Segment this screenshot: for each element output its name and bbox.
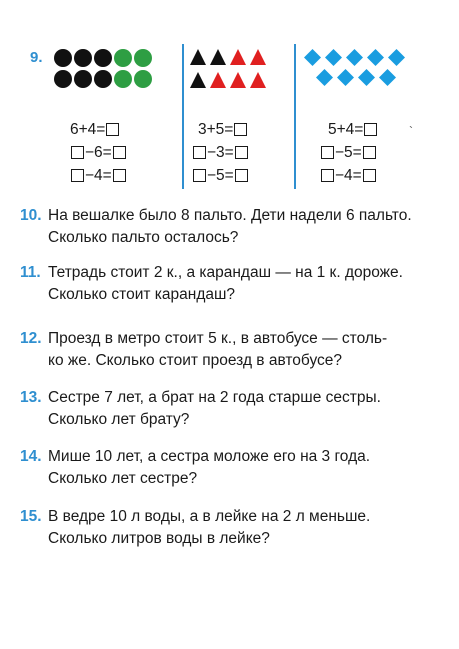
equation-row xyxy=(320,141,378,164)
diamond-icon xyxy=(346,49,363,66)
triangles-row-2 xyxy=(189,71,267,89)
equation-row xyxy=(198,118,249,141)
task-text-line-1: Мише 10 лет, а сестра моложе его на 3 года. xyxy=(48,448,371,465)
answer-box xyxy=(193,169,206,182)
answer-box xyxy=(235,169,248,182)
equation-text: −6= xyxy=(85,144,112,161)
answer-box xyxy=(193,146,206,159)
equations-column-3 xyxy=(320,118,378,187)
task-text-line-1: Тетрадь стоит 2 к., а карандаш — на 1 к. дороже. xyxy=(48,264,403,281)
task-text-line-1: Проезд в метро стоит 5 к., в автобусе — столь- xyxy=(48,330,388,347)
answer-box xyxy=(113,146,126,159)
divider-line-1 xyxy=(182,44,184,189)
triangle-icon xyxy=(209,71,227,89)
answer-box xyxy=(106,123,119,136)
answer-box xyxy=(321,169,334,182)
triangles-group xyxy=(189,48,267,94)
triangle-icon xyxy=(229,71,247,89)
diamond-icon xyxy=(304,49,321,66)
task-number: 10. xyxy=(20,207,42,224)
answer-box xyxy=(71,169,84,182)
diamond-icon xyxy=(358,69,375,86)
dot xyxy=(94,70,112,88)
task-number: 13. xyxy=(20,389,42,406)
diamond-icon xyxy=(367,49,384,66)
diamond-icon xyxy=(316,69,333,86)
task-text-line-2: ко же. Сколько стоит проезд в автобусе? xyxy=(48,352,343,369)
dot xyxy=(54,49,72,67)
task-text-line-1: Сестре 7 лет, а брат на 2 года старше сестры. xyxy=(48,389,381,406)
equation-text: −3= xyxy=(207,144,234,161)
dots-row-2 xyxy=(54,70,174,88)
diamonds-row-1 xyxy=(304,49,405,66)
triangle-icon xyxy=(249,71,267,89)
equation-text: −5= xyxy=(207,167,234,184)
answer-box xyxy=(363,146,376,159)
diamond-icon xyxy=(388,49,405,66)
task-text-line-2: Сколько лет брату? xyxy=(48,411,190,428)
triangle-icon xyxy=(209,48,227,66)
equation-row xyxy=(192,141,249,164)
equation-text: 6+4= xyxy=(70,121,106,138)
equation-row xyxy=(70,164,127,187)
diamond-icon xyxy=(325,49,342,66)
answer-box xyxy=(321,146,334,159)
equation-row xyxy=(70,118,127,141)
task-text-line-2: Сколько пальто осталось? xyxy=(48,229,239,246)
answer-box xyxy=(71,146,84,159)
dot xyxy=(134,49,152,67)
task-number: 12. xyxy=(20,330,42,347)
answer-box xyxy=(364,123,377,136)
equation-row xyxy=(192,164,249,187)
task-number: 14. xyxy=(20,448,42,465)
equation-text: 5+4= xyxy=(328,121,364,138)
equation-row xyxy=(70,141,127,164)
equations-column-1 xyxy=(70,118,127,187)
task-text-line-1: В ведре 10 л воды, а в лейке на 2 л меньше. xyxy=(48,508,371,525)
dot xyxy=(94,49,112,67)
triangle-icon xyxy=(249,48,267,66)
equation-text: 3+5= xyxy=(198,121,234,138)
task-9-number: 9. xyxy=(30,49,43,66)
answer-box xyxy=(235,146,248,159)
dot xyxy=(114,70,132,88)
answer-box xyxy=(363,169,376,182)
diamond-icon xyxy=(337,69,354,86)
task-text-line-2: Сколько лет сестре? xyxy=(48,470,198,487)
task-text-line-1: На вешалке было 8 пальто. Дети надели 6 пальто. xyxy=(48,207,412,224)
task-number: 11. xyxy=(20,264,41,281)
dots-row-1 xyxy=(54,49,174,67)
equation-text: −5= xyxy=(335,144,362,161)
answer-box xyxy=(234,123,247,136)
triangles-row-1 xyxy=(189,48,267,66)
equation-text: −4= xyxy=(335,167,362,184)
task-number: 15. xyxy=(20,508,42,525)
dots-group xyxy=(54,49,174,91)
equation-text: −4= xyxy=(85,167,112,184)
divider-line-2 xyxy=(294,44,296,189)
diamonds-group xyxy=(304,49,405,89)
answer-box xyxy=(113,169,126,182)
dot xyxy=(74,70,92,88)
triangle-icon xyxy=(229,48,247,66)
triangle-icon xyxy=(189,48,207,66)
task-text-line-2: Сколько литров воды в лейке? xyxy=(48,530,270,547)
diamond-icon xyxy=(379,69,396,86)
dot xyxy=(114,49,132,67)
equation-row xyxy=(320,164,378,187)
diamonds-row-2 xyxy=(316,69,405,86)
equation-row xyxy=(328,118,378,141)
dot xyxy=(54,70,72,88)
task-text-line-2: Сколько стоит карандаш? xyxy=(48,286,236,303)
stray-mark: ` xyxy=(409,124,413,138)
triangle-icon xyxy=(189,71,207,89)
equations-column-2 xyxy=(192,118,249,187)
dot xyxy=(74,49,92,67)
dot xyxy=(134,70,152,88)
